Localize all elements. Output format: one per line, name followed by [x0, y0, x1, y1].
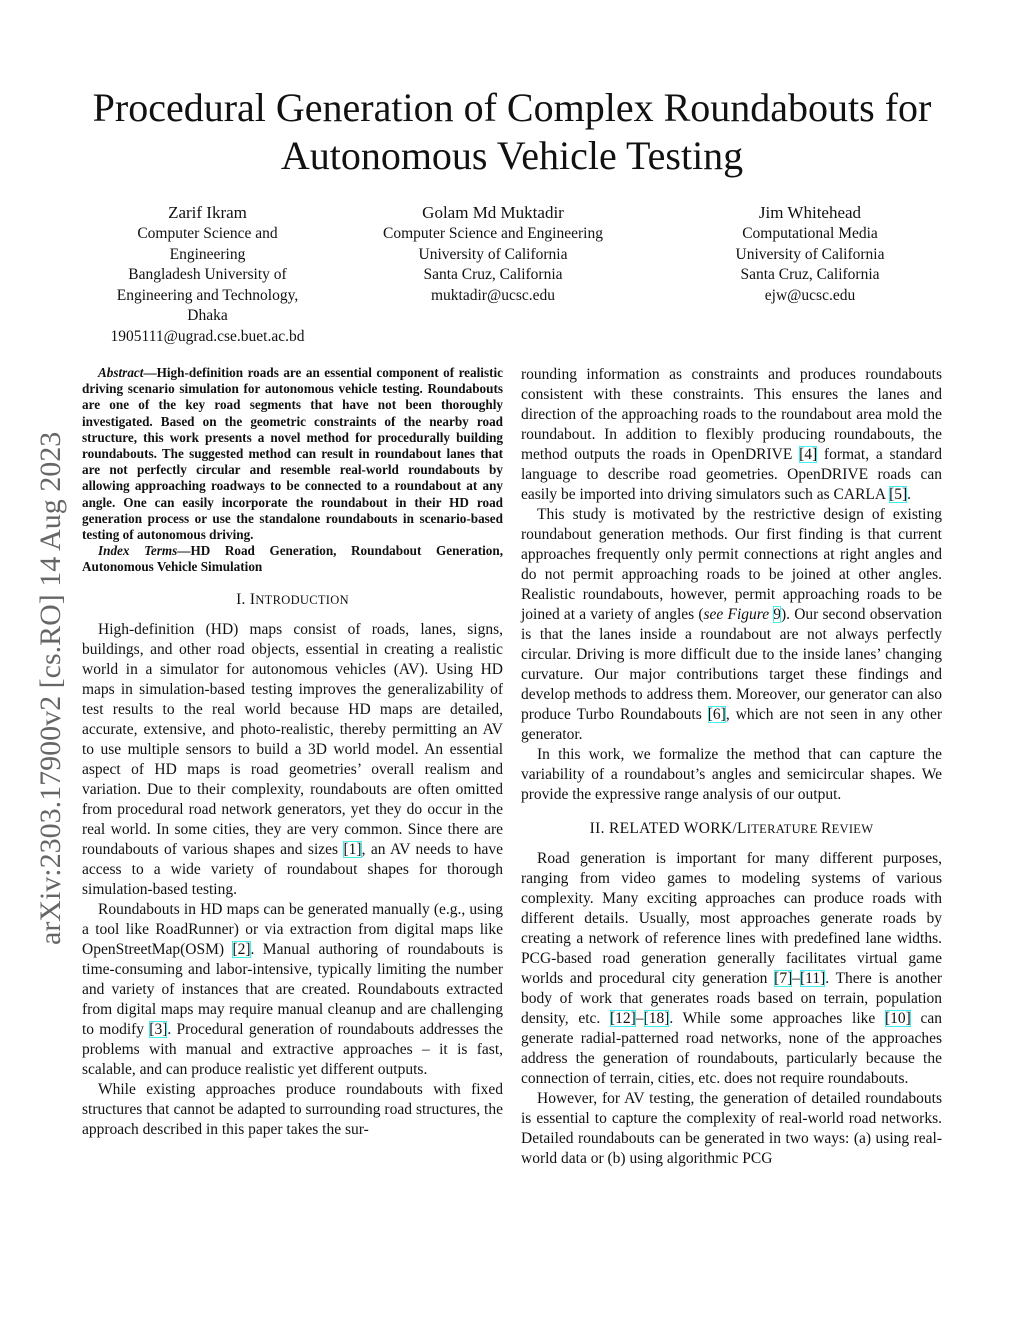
section-title-part: EVIEW — [831, 822, 874, 836]
author-2 — [343, 202, 643, 306]
citation-link[interactable]: [7] — [774, 970, 793, 987]
section-heading-introduction — [82, 590, 503, 610]
right-column — [521, 365, 942, 1169]
text-run: . While some approaches like — [669, 1010, 885, 1027]
index-terms-text: —HD Road Generation, Roundabout Generation, Autonomous Vehicle Simulation — [82, 543, 503, 575]
section-title-part: RELATED WORK/L — [608, 820, 747, 837]
author-name: Zarif Ikram — [168, 203, 247, 222]
author-affiliation: Computational Media — [742, 225, 878, 242]
citation-link[interactable]: [6] — [707, 706, 726, 723]
author-1 — [100, 202, 315, 347]
text-run: – — [635, 1010, 644, 1027]
author-affiliation: Computer Science and Engineering — [137, 225, 278, 263]
author-affiliation: Santa Cruz, California — [740, 266, 880, 283]
right-paragraph-5 — [521, 1089, 942, 1169]
citation-link[interactable]: [12] — [609, 1010, 636, 1027]
text-run: , which are not seen in any other generator. — [521, 706, 942, 743]
right-paragraph-2 — [521, 505, 942, 745]
citation-link[interactable]: [18] — [643, 1010, 670, 1027]
intro-paragraph-3 — [82, 1080, 503, 1140]
author-email: 1905111@ugrad.cse.buet.ac.bd — [110, 327, 305, 345]
author-email: muktadir@ucsc.edu — [430, 286, 556, 304]
citation-link[interactable]: [11] — [800, 970, 826, 987]
text-run: Roundabouts in HD maps can be generated manually (e.g., using a tool like RoadRunner) or via extraction from digital maps like OpenStreetMap(OSM) — [82, 900, 503, 958]
abstract-label: Abstract — [98, 365, 144, 380]
title-line-1: Procedural Generation of Complex Roundabouts for — [92, 85, 932, 130]
text-run: Road generation is important for many different purposes, ranging from video games to modeling systems of various complexity. Many exciting approaches can produce roads with different details. Usually, most approaches generate roads by creating a network of reference lines with predefined lane widths. PCG-based road generation generally facilitates virtual game worlds and procedural city generation — [521, 850, 942, 987]
title-line-2: Autonomous Vehicle Testing — [280, 133, 744, 178]
text-run: However, for AV testing, the generation of detailed roundabouts is essential to capture the complexity of real-world road networks. Detailed roundabouts can be generated in two ways: (a) using real-world data or (b) using algorithmic PCG — [521, 1090, 942, 1167]
section-title-first: I — [249, 590, 256, 608]
text-run: . — [907, 486, 912, 503]
author-affiliation: Engineering and Technology, Dhaka — [116, 286, 299, 324]
text-run: In this work, we formalize the method that can capture the variability of a roundabout’s angles and semicircular shapes. We provide the expressive range analysis of our output. — [521, 746, 942, 803]
abstract-text: —High-definition roads are an essential component of realistic driving scenario simulation for autonomous vehicle testing. Roundabouts are one of the key road segments that have not been thoroughly investigated. Based on the geometric constraints of the nearby road structure, this work presents a novel method for procedurally building roundabouts. The suggested method can result in roundabout lanes that are not perfectly circular and resemble real-world roundabouts by allowing approaching roadways to be connected to a roundabout at any angle. One can easily incorporate the roundabout in their HD road generation process or use the standalone roundabouts in scenario-based testing of autonomous driving. — [82, 365, 503, 543]
citation-link[interactable]: [4] — [799, 446, 818, 463]
abstract — [82, 365, 503, 543]
author-3 — [700, 202, 920, 306]
text-run: format, a standard language to describe road geometries. OpenDRIVE roads can easily be imported into driving simulators such as CARLA — [521, 446, 942, 503]
citation-link[interactable]: [10] — [884, 1010, 911, 1027]
right-paragraph-4 — [521, 849, 942, 1089]
right-paragraph-1 — [521, 365, 942, 505]
arxiv-stamp: arXiv:2303.17900v2 [cs.RO] 14 Aug 2023 — [34, 431, 67, 945]
intro-paragraph-1 — [82, 620, 503, 900]
citation-link[interactable]: [3] — [149, 1020, 168, 1038]
author-affiliation: Bangladesh University of — [128, 266, 287, 283]
author-email: ejw@ucsc.edu — [764, 286, 856, 304]
figure-reference-text: see Figure — [703, 606, 774, 623]
author-affiliation: Santa Cruz, California — [423, 266, 563, 283]
text-run: ). Our second observation is that the lanes inside a roundabout are not always perfectly circular. Driving is more difficult due to the inside lanes’ changing curvature. Our major contributions target these findings and develop methods to address them. Moreover, our generator can also produce Turbo Roundabouts — [521, 606, 943, 723]
paper-title — [60, 84, 964, 180]
section-number: I. — [236, 590, 250, 608]
figure-link[interactable]: 9 — [773, 606, 782, 623]
section-title-rest: NTRODUCTION — [255, 592, 349, 607]
author-affiliation: Computer Science and Engineering — [383, 225, 603, 242]
text-run: , an AV needs to have access to a wide variety of roundabout shapes for thorough simulation-based testing. — [82, 840, 503, 898]
text-run: . There is another body of work that generates roads based on terrain, population density, etc. — [521, 970, 942, 1027]
author-name: Golam Md Muktadir — [422, 203, 564, 222]
author-affiliation: University of California — [418, 245, 568, 263]
right-paragraph-3 — [521, 745, 942, 805]
text-run: – — [792, 970, 800, 987]
section-title-part: ITERATURE — [746, 822, 821, 836]
text-run: rounding information as constraints and produces roundabouts consistent with these constraints. This ensures the lanes and direction of the approaching roads to the roundabout area mold the roundabout. In addition to flexibly producing roundabouts, the method outputs the roads in OpenDRIVE — [521, 366, 942, 463]
author-name: Jim Whitehead — [758, 203, 862, 222]
index-terms-label: Index Terms — [98, 543, 178, 559]
citation-link[interactable]: [1] — [343, 840, 362, 858]
text-run: can generate radial-patterned road networks, none of the approaches address the generation of roundabouts, particularly because the connection of terrain, cities, etc. does not require roundabouts. — [521, 1010, 942, 1087]
text-run: This study is motivated by the restrictive design of existing roundabout generation methods. Our first finding is that current approaches frequently only permit connections at right angles and do not permit approaching roads to be joined at other angles. Realistic roundabouts, however, permit approaching roads to be joined at a variety of angles ( — [521, 506, 942, 623]
index-terms — [82, 543, 503, 575]
section-title-part: R — [820, 820, 832, 837]
text-run: High-definition (HD) maps consist of roads, lanes, signs, buildings, and other road objects, essential in creating a realistic world in a simulator for autonomous vehicles (AV). Using HD maps in simulation-based testing improves the generalizability of test results to the real world because HD maps are detailed, accurate, extensive, and photo-realistic, thereby permitting an AV to use multiple sensors to build a 3D world model. An essential aspect of HD maps is road geometries’ overall realism and variation. Due to their complexity, roundabouts are often omitted from procedural road network generators, yet they do occur in the real world. In some cities, they are very common. Since there are roundabouts of various shapes and sizes — [82, 620, 503, 858]
section-number: II. — [589, 820, 609, 837]
citation-link[interactable]: [5] — [889, 486, 908, 503]
citation-link[interactable]: [2] — [232, 940, 251, 958]
intro-paragraph-2 — [82, 900, 503, 1080]
text-run: While existing approaches produce roundabouts with fixed structures that cannot be adapted to surrounding road structures, the approach described in this paper takes the sur- — [82, 1080, 503, 1138]
text-run: . Manual authoring of roundabouts is time-consuming and labor-intensive, typically limiting the number and variety of instances that are created. Roundabouts extracted from digital maps may require manual cleanup and are challenging to modify — [82, 940, 503, 1038]
author-block — [100, 202, 970, 345]
author-affiliation: University of California — [735, 245, 885, 263]
left-column — [82, 365, 503, 1140]
section-heading-related-work — [521, 819, 942, 839]
text-run: . Procedural generation of roundabouts addresses the problems with manual and extractive approaches – it is fast, scalable, and can produce realistic yet different outputs. — [82, 1020, 503, 1078]
